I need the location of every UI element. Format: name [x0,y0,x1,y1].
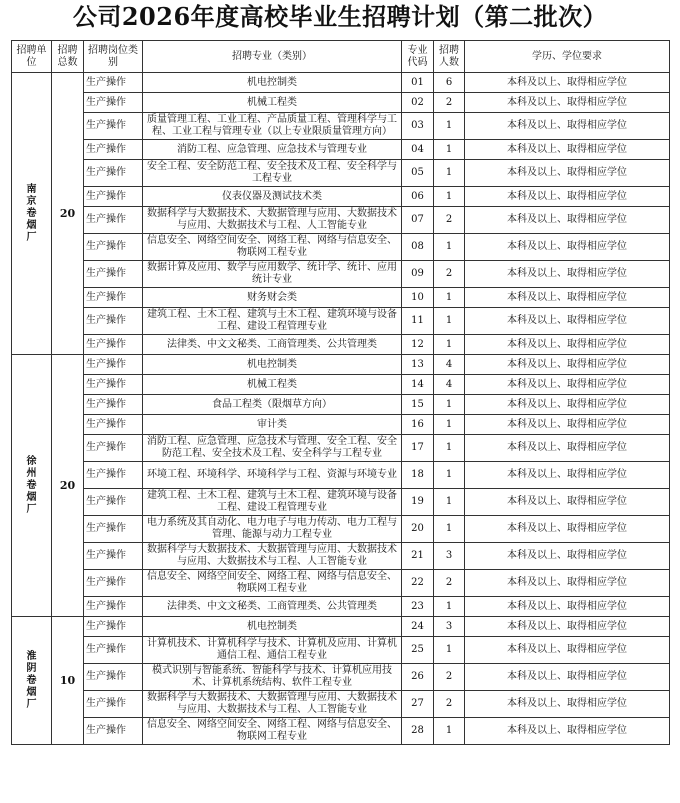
count-cell: 1 [434,435,465,462]
category-cell: 生产操作 [84,93,143,113]
header-total: 招聘总数 [52,41,84,73]
code-cell: 09 [402,261,434,288]
category-cell: 生产操作 [84,543,143,570]
code-cell: 23 [402,597,434,617]
category-cell: 生产操作 [84,637,143,664]
major-cell: 食品工程类（限烟草方向） [143,395,402,415]
category-cell: 生产操作 [84,415,143,435]
category-cell: 生产操作 [84,73,143,93]
table-row [12,718,670,745]
code-cell: 28 [402,718,434,745]
table-row [12,73,670,93]
major-cell: 机电控制类 [143,617,402,637]
category-cell: 生产操作 [84,207,143,234]
major-cell: 消防工程、应急管理、应急技术与管理专业 [143,140,402,160]
requirement-cell: 本科及以上、取得相应学位 [465,415,670,435]
count-cell: 1 [434,597,465,617]
header-category: 招聘岗位类别 [84,41,143,73]
requirement-cell: 本科及以上、取得相应学位 [465,187,670,207]
header-major: 招聘专业（类别） [143,41,402,73]
requirement-cell: 本科及以上、取得相应学位 [465,570,670,597]
code-cell: 21 [402,543,434,570]
major-cell: 法律类、中文文秘类、工商管理类、公共管理类 [143,335,402,355]
major-cell: 建筑工程、土木工程、建筑与土木工程、建筑环境与设备工程、建设工程管理专业 [143,489,402,516]
requirement-cell: 本科及以上、取得相应学位 [465,261,670,288]
unit-cell: 徐 州 卷 烟 厂 [12,355,52,617]
major-cell: 数据科学与大数据技术、大数据管理与应用、大数据技术与应用、大数据技术与工程、人工智能专业 [143,691,402,718]
category-cell: 生产操作 [84,308,143,335]
recruitment-table [11,40,670,745]
table-row [12,415,670,435]
requirement-cell: 本科及以上、取得相应学位 [465,73,670,93]
count-cell: 1 [434,160,465,187]
table-row [12,570,670,597]
count-cell: 4 [434,355,465,375]
code-cell: 25 [402,637,434,664]
major-cell: 质量管理工程、工业工程、产品质量工程、管理科学与工程、工业工程与管理专业（以上专业限质量管理方向） [143,113,402,140]
code-cell: 02 [402,93,434,113]
total-cell: 10 [52,617,84,745]
table-row [12,664,670,691]
count-cell: 1 [434,187,465,207]
header-requirement: 学历、学位要求 [465,41,670,73]
requirement-cell: 本科及以上、取得相应学位 [465,516,670,543]
requirement-cell: 本科及以上、取得相应学位 [465,288,670,308]
code-cell: 13 [402,355,434,375]
count-cell: 1 [434,288,465,308]
major-cell: 信息安全、网络空间安全、网络工程、网络与信息安全、物联网工程专业 [143,234,402,261]
count-cell: 1 [434,489,465,516]
count-cell: 1 [434,395,465,415]
code-cell: 17 [402,435,434,462]
count-cell: 1 [434,234,465,261]
total-cell: 20 [52,73,84,355]
major-cell: 机械工程类 [143,93,402,113]
table-row [12,335,670,355]
requirement-cell: 本科及以上、取得相应学位 [465,207,670,234]
count-cell: 4 [434,375,465,395]
requirement-cell: 本科及以上、取得相应学位 [465,718,670,745]
requirement-cell: 本科及以上、取得相应学位 [465,355,670,375]
code-cell: 11 [402,308,434,335]
code-cell: 07 [402,207,434,234]
major-cell: 数据科学与大数据技术、大数据管理与应用、大数据技术与应用、大数据技术与工程、人工智能专业 [143,543,402,570]
count-cell: 1 [434,637,465,664]
category-cell: 生产操作 [84,261,143,288]
count-cell: 1 [434,462,465,489]
major-cell: 审计类 [143,415,402,435]
category-cell: 生产操作 [84,375,143,395]
requirement-cell: 本科及以上、取得相应学位 [465,617,670,637]
table-row [12,395,670,415]
requirement-cell: 本科及以上、取得相应学位 [465,664,670,691]
code-cell: 05 [402,160,434,187]
requirement-cell: 本科及以上、取得相应学位 [465,435,670,462]
table-row [12,489,670,516]
table-row [12,160,670,187]
unit-cell: 南 京 卷 烟 厂 [12,73,52,355]
category-cell: 生产操作 [84,570,143,597]
table-header-row [12,41,670,73]
table-row [12,288,670,308]
count-cell: 2 [434,691,465,718]
code-cell: 18 [402,462,434,489]
requirement-cell: 本科及以上、取得相应学位 [465,140,670,160]
code-cell: 10 [402,288,434,308]
table-row [12,375,670,395]
code-cell: 08 [402,234,434,261]
count-cell: 1 [434,415,465,435]
requirement-cell: 本科及以上、取得相应学位 [465,691,670,718]
code-cell: 03 [402,113,434,140]
table-row [12,113,670,140]
count-cell: 1 [434,516,465,543]
category-cell: 生产操作 [84,691,143,718]
category-cell: 生产操作 [84,718,143,745]
code-cell: 26 [402,664,434,691]
category-cell: 生产操作 [84,187,143,207]
count-cell: 1 [434,113,465,140]
major-cell: 数据科学与大数据技术、大数据管理与应用、大数据技术与应用、大数据技术与工程、人工智能专业 [143,207,402,234]
table-row [12,691,670,718]
count-cell: 2 [434,570,465,597]
code-cell: 12 [402,335,434,355]
code-cell: 16 [402,415,434,435]
code-cell: 27 [402,691,434,718]
requirement-cell: 本科及以上、取得相应学位 [465,308,670,335]
requirement-cell: 本科及以上、取得相应学位 [465,160,670,187]
table-row [12,543,670,570]
major-cell: 法律类、中文文秘类、工商管理类、公共管理类 [143,597,402,617]
table-row [12,516,670,543]
major-cell: 机电控制类 [143,355,402,375]
count-cell: 2 [434,261,465,288]
count-cell: 2 [434,664,465,691]
page-title: 公司2026年度高校毕业生招聘计划（第二批次） [72,2,608,31]
major-cell: 数据计算及应用、数学与应用数学、统计学、统计、应用统计专业 [143,261,402,288]
requirement-cell: 本科及以上、取得相应学位 [465,462,670,489]
major-cell: 消防工程、应急管理、应急技术与管理、安全工程、安全防范工程、安全技术及工程、安全科学与工程专业 [143,435,402,462]
major-cell: 机械工程类 [143,375,402,395]
category-cell: 生产操作 [84,597,143,617]
category-cell: 生产操作 [84,516,143,543]
count-cell: 1 [434,718,465,745]
table-row [12,435,670,462]
major-cell: 安全工程、安全防范工程、安全技术及工程、安全科学与工程专业 [143,160,402,187]
table-row [12,93,670,113]
count-cell: 2 [434,93,465,113]
category-cell: 生产操作 [84,462,143,489]
table-row [12,261,670,288]
code-cell: 15 [402,395,434,415]
table-body [12,73,670,745]
count-cell: 1 [434,140,465,160]
table-row [12,187,670,207]
code-cell: 01 [402,73,434,93]
category-cell: 生产操作 [84,435,143,462]
count-cell: 3 [434,617,465,637]
table-row [12,140,670,160]
major-cell: 仪表仪器及测试技术类 [143,187,402,207]
category-cell: 生产操作 [84,113,143,140]
header-code: 专业代码 [402,41,434,73]
requirement-cell: 本科及以上、取得相应学位 [465,375,670,395]
count-cell: 3 [434,543,465,570]
code-cell: 19 [402,489,434,516]
major-cell: 计算机技术、计算机科学与技术、计算机及应用、计算机通信工程、通信工程专业 [143,637,402,664]
table-row [12,234,670,261]
code-cell: 04 [402,140,434,160]
table-row [12,207,670,234]
category-cell: 生产操作 [84,335,143,355]
major-cell: 模式识别与智能系统、智能科学与技术、计算机应用技术、计算机系统结构、软件工程专业 [143,664,402,691]
table-row [12,355,670,375]
category-cell: 生产操作 [84,395,143,415]
major-cell: 信息安全、网络空间安全、网络工程、网络与信息安全、物联网工程专业 [143,570,402,597]
code-cell: 06 [402,187,434,207]
table-row [12,637,670,664]
unit-cell: 淮 阴 卷 烟 厂 [12,617,52,745]
requirement-cell: 本科及以上、取得相应学位 [465,637,670,664]
category-cell: 生产操作 [84,489,143,516]
code-cell: 22 [402,570,434,597]
table-row [12,617,670,637]
count-cell: 2 [434,207,465,234]
code-cell: 14 [402,375,434,395]
requirement-cell: 本科及以上、取得相应学位 [465,93,670,113]
category-cell: 生产操作 [84,288,143,308]
table-row [12,308,670,335]
major-cell: 信息安全、网络空间安全、网络工程、网络与信息安全、物联网工程专业 [143,718,402,745]
header-count: 招聘人数 [434,41,465,73]
major-cell: 机电控制类 [143,73,402,93]
code-cell: 24 [402,617,434,637]
count-cell: 6 [434,73,465,93]
requirement-cell: 本科及以上、取得相应学位 [465,113,670,140]
major-cell: 环境工程、环境科学、环境科学与工程、资源与环境专业 [143,462,402,489]
category-cell: 生产操作 [84,355,143,375]
requirement-cell: 本科及以上、取得相应学位 [465,489,670,516]
table-row [12,597,670,617]
requirement-cell: 本科及以上、取得相应学位 [465,234,670,261]
category-cell: 生产操作 [84,617,143,637]
header-unit: 招聘单位 [12,41,52,73]
requirement-cell: 本科及以上、取得相应学位 [465,395,670,415]
major-cell: 财务财会类 [143,288,402,308]
table-row [12,462,670,489]
requirement-cell: 本科及以上、取得相应学位 [465,597,670,617]
code-cell: 20 [402,516,434,543]
category-cell: 生产操作 [84,234,143,261]
major-cell: 建筑工程、土木工程、建筑与土木工程、建筑环境与设备工程、建设工程管理专业 [143,308,402,335]
count-cell: 1 [434,308,465,335]
total-cell: 20 [52,355,84,617]
requirement-cell: 本科及以上、取得相应学位 [465,543,670,570]
category-cell: 生产操作 [84,160,143,187]
count-cell: 1 [434,335,465,355]
major-cell: 电力系统及其自动化、电力电子与电力传动、电力工程与管理、能源与动力工程专业 [143,516,402,543]
category-cell: 生产操作 [84,140,143,160]
category-cell: 生产操作 [84,664,143,691]
requirement-cell: 本科及以上、取得相应学位 [465,335,670,355]
